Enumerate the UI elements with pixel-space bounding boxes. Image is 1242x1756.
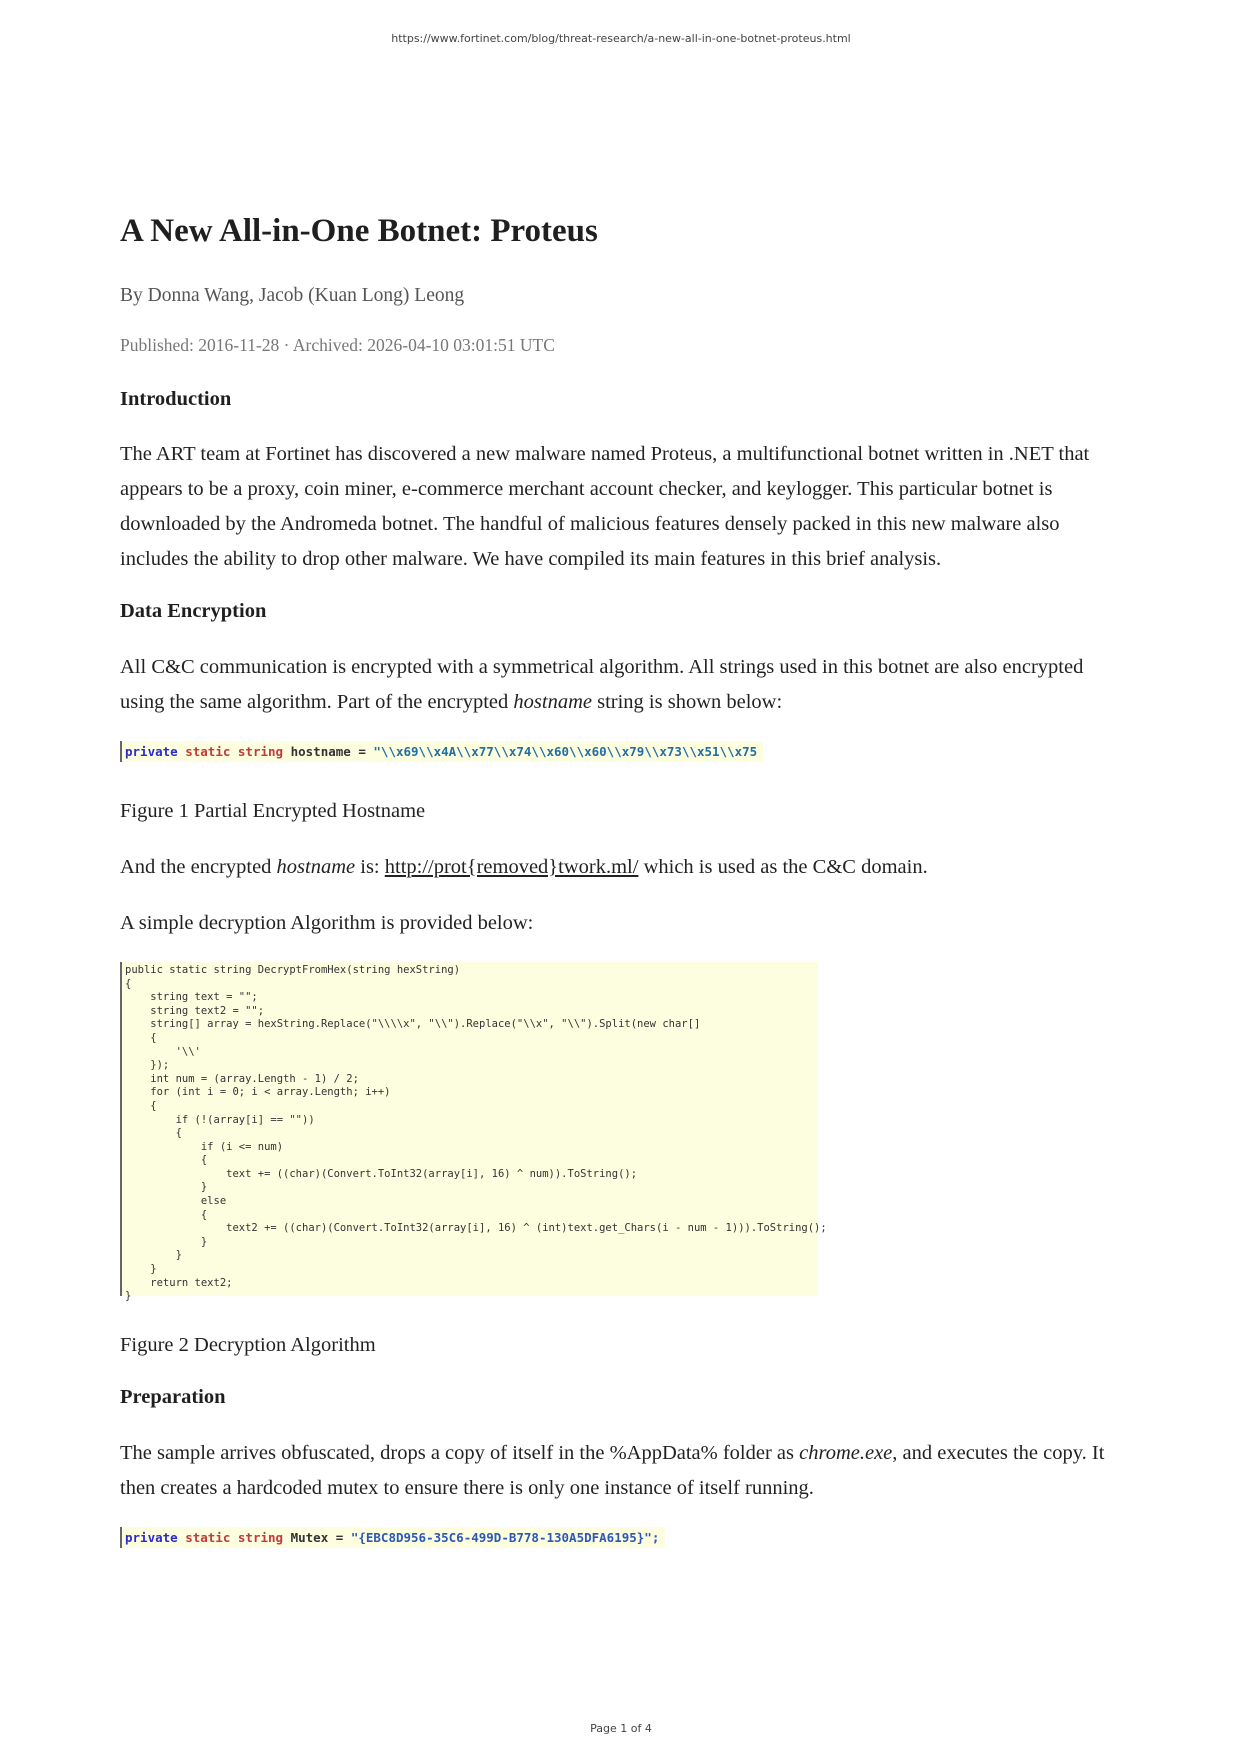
code-string: "\\x69\\x4A\\x77\\x74\\x60\\x60\\x79\\x73\\x51\\x75	[373, 743, 758, 759]
paragraph-encryption	[120, 650, 1130, 720]
code-keyword: string	[237, 743, 284, 759]
code-line: {	[125, 1208, 208, 1221]
page-number: Page 1 of 4	[590, 1722, 652, 1735]
code-block-decryption	[120, 962, 827, 1303]
text-run: And the encrypted	[120, 855, 277, 878]
code-keyword: private	[125, 743, 178, 759]
code-line: '\\'	[125, 1045, 201, 1058]
code-line: text += ((char)(Convert.ToInt32(array[i], 16) ^ num)).ToString();	[125, 1167, 638, 1180]
code-line: {	[125, 1154, 208, 1167]
text-run: is:	[355, 855, 385, 878]
emphasis-hostname: hostname	[513, 690, 592, 713]
text-run: which is used as the C&C domain.	[638, 855, 928, 878]
code-snippet-hostname	[120, 741, 763, 762]
figure-caption-1: Figure 1 Partial Encrypted Hostname	[120, 799, 426, 822]
code-operator: =	[350, 743, 374, 759]
code-line: return text2;	[125, 1276, 233, 1289]
article-title: A New All-in-One Botnet: Proteus	[120, 213, 598, 249]
figure-caption-2: Figure 2 Decryption Algorithm	[120, 1333, 376, 1356]
paragraph-hostname	[120, 850, 1130, 885]
code-line: else	[125, 1195, 227, 1208]
code-line: if (!(array[i] == ""))	[125, 1113, 315, 1126]
heading-introduction: Introduction	[120, 387, 232, 410]
code-line: text2 += ((char)(Convert.ToInt32(array[i], 16) ^ (int)text.get_Chars(i - num - 1))).ToString();	[125, 1222, 827, 1235]
code-line: public static string DecryptFromHex(string hexString)	[125, 963, 461, 976]
code-keyword: static	[185, 1529, 231, 1545]
code-line: int num = (array.Length - 1) / 2;	[125, 1072, 359, 1085]
code-line: }	[125, 1235, 208, 1248]
text-run: The sample arrives obfuscated, drops a copy of itself in the %AppData% folder as	[120, 1441, 800, 1464]
code-line: {	[125, 1127, 182, 1140]
cnc-domain-link[interactable]: http://prot{removed}twork.ml/	[384, 855, 639, 878]
code-line: }	[125, 1263, 157, 1276]
paragraph-preparation	[120, 1436, 1130, 1506]
code-line: string text = "";	[125, 991, 258, 1004]
publish-meta: Published: 2016-11-28 · Archived: 2026-04-10 03:01:51 UTC	[120, 334, 555, 355]
heading-preparation: Preparation	[120, 1385, 226, 1408]
code-line: {	[125, 1099, 157, 1112]
emphasis-filename: chrome.exe	[799, 1441, 893, 1464]
byline: By Donna Wang, Jacob (Kuan Long) Leong	[120, 284, 465, 306]
code-keyword: string	[237, 1529, 284, 1545]
code-line: string text2 = "";	[125, 1004, 265, 1017]
code-line: }	[125, 1249, 182, 1262]
code-identifier: Mutex	[290, 1529, 329, 1545]
code-line: });	[125, 1059, 170, 1072]
source-url: https://www.fortinet.com/blog/threat-research/a-new-all-in-one-botnet-proteus.html	[391, 32, 851, 45]
code-line: {	[125, 1031, 157, 1044]
code-string: "{EBC8D956-35C6-499D-B778-130A5DFA6195}";	[350, 1529, 660, 1545]
code-keyword: private	[125, 1529, 178, 1545]
code-snippet-mutex	[120, 1527, 665, 1548]
code-line: string[] array = hexString.Replace("\\\\x", "\\").Replace("\\x", "\\").Split(new char[]	[125, 1018, 701, 1031]
code-line: }	[125, 1290, 132, 1303]
text-run: All C&C communication is encrypted with a symmetrical algorithm. All strings used in this botnet are also encrypted using the same algorithm. Part of the encrypted	[120, 655, 1084, 713]
code-operator: =	[328, 1529, 351, 1545]
code-line: for (int i = 0; i < array.Length; i++)	[125, 1086, 391, 1099]
emphasis-hostname: hostname	[276, 855, 356, 878]
text-run: , and executes the copy. It then creates a hardcoded mutex to ensure there is only one instance of itself running.	[120, 1441, 1105, 1499]
code-line: }	[125, 1181, 208, 1194]
article	[120, 212, 1130, 1580]
code-line: {	[125, 977, 132, 990]
paragraph-introduction: The ART team at Fortinet has discovered a new malware named Proteus, a multifunctional botnet written in .NET that appears to be a proxy, coin miner, e-commerce merchant account checker, and keylogger. This particular botnet is downloaded by the Andromeda botnet. The handful of malicious features densely packed in this new malware also includes the ability to drop other malware. We have compiled its main features in this brief analysis.	[120, 443, 1090, 571]
code-keyword: static	[185, 743, 231, 759]
code-identifier: hostname	[290, 743, 351, 759]
text-run: string is shown below:	[591, 690, 783, 713]
paragraph-algorithm-intro: A simple decryption Algorithm is provided below:	[120, 911, 534, 934]
heading-data-encryption: Data Encryption	[120, 600, 267, 623]
code-line: if (i <= num)	[125, 1140, 284, 1153]
